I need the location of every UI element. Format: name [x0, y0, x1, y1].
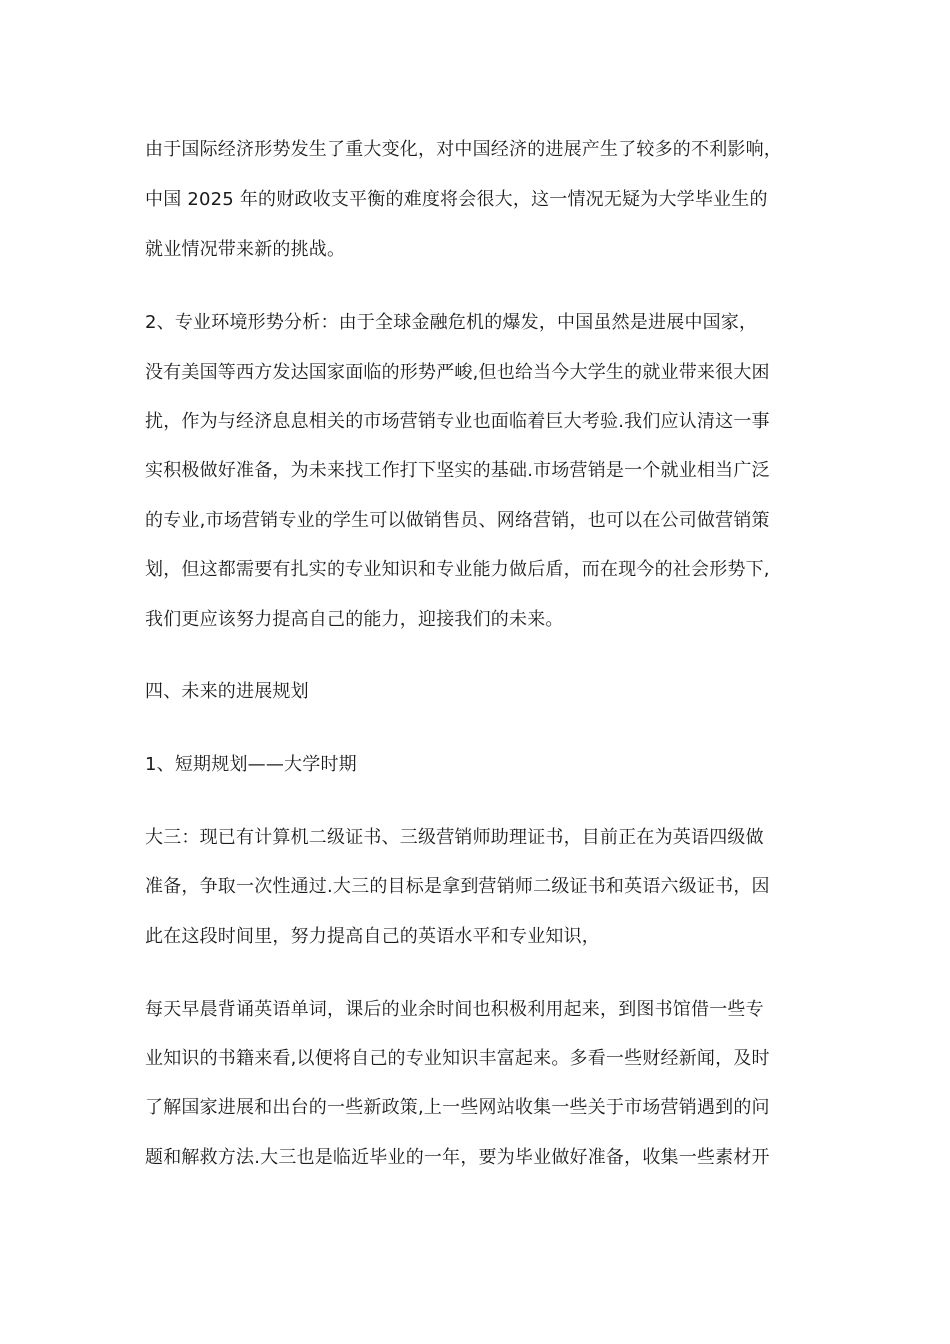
text-line: 准备，争取一次性通过.大三的目标是拿到营销师二级证书和英语六级证书，因 — [145, 876, 770, 897]
text-line: 每天早晨背诵英语单词，课后的业余时间也积极利用起来，到图书馆借一些专 — [145, 999, 764, 1020]
text-line: 的专业,市场营销专业的学生可以做销售员、网络营销，也可以在公司做营销策 — [145, 510, 770, 531]
text-line: 我们更应该努力提高自己的能力，迎接我们的未来。 — [145, 609, 564, 630]
text-line: 大三：现已有计算机二级证书、三级营销师助理证书，目前正在为英语四级做 — [145, 827, 764, 848]
text-line: 题和解救方法.大三也是临近毕业的一年，要为毕业做好准备，收集一些素材开 — [145, 1147, 770, 1168]
text-line: 了解国家进展和出台的一些新政策,上一些网站收集一些关于市场营销遇到的问 — [145, 1097, 770, 1118]
text-line: 划，但这都需要有扎实的专业知识和专业能力做后盾，而在现今的社会形势下, — [145, 559, 770, 580]
text-line: 2、专业环境形势分析：由于全球金融危机的爆发，中国虽然是进展中国家， — [145, 312, 758, 333]
text-line: 就业情况带来新的挑战。 — [145, 239, 346, 260]
text-line: 中国 2025 年的财政收支平衡的难度将会很大，这一情况无疑为大学毕业生的 — [145, 189, 768, 210]
subsection-heading: 1、短期规划——大学时期 — [145, 754, 357, 775]
text-line: 扰，作为与经济息息相关的市场营销专业也面临着巨大考验.我们应认清这一事 — [145, 411, 770, 432]
text-line: 没有美国等西方发达国家面临的形势严峻,但也给当今大学生的就业带来很大困 — [145, 362, 770, 383]
section-heading: 四、未来的进展规划 — [145, 681, 309, 702]
text-line: 此在这段时间里，努力提高自己的英语水平和专业知识， — [145, 926, 600, 947]
text-line: 实积极做好准备，为未来找工作打下坚实的基础.市场营销是一个就业相当广泛 — [145, 460, 770, 481]
text-line: 业知识的书籍来看,以便将自己的专业知识丰富起来。多看一些财经新闻，及时 — [145, 1048, 770, 1069]
text-line: 由于国际经济形势发生了重大变化，对中国经济的进展产生了较多的不利影响， — [145, 139, 782, 160]
